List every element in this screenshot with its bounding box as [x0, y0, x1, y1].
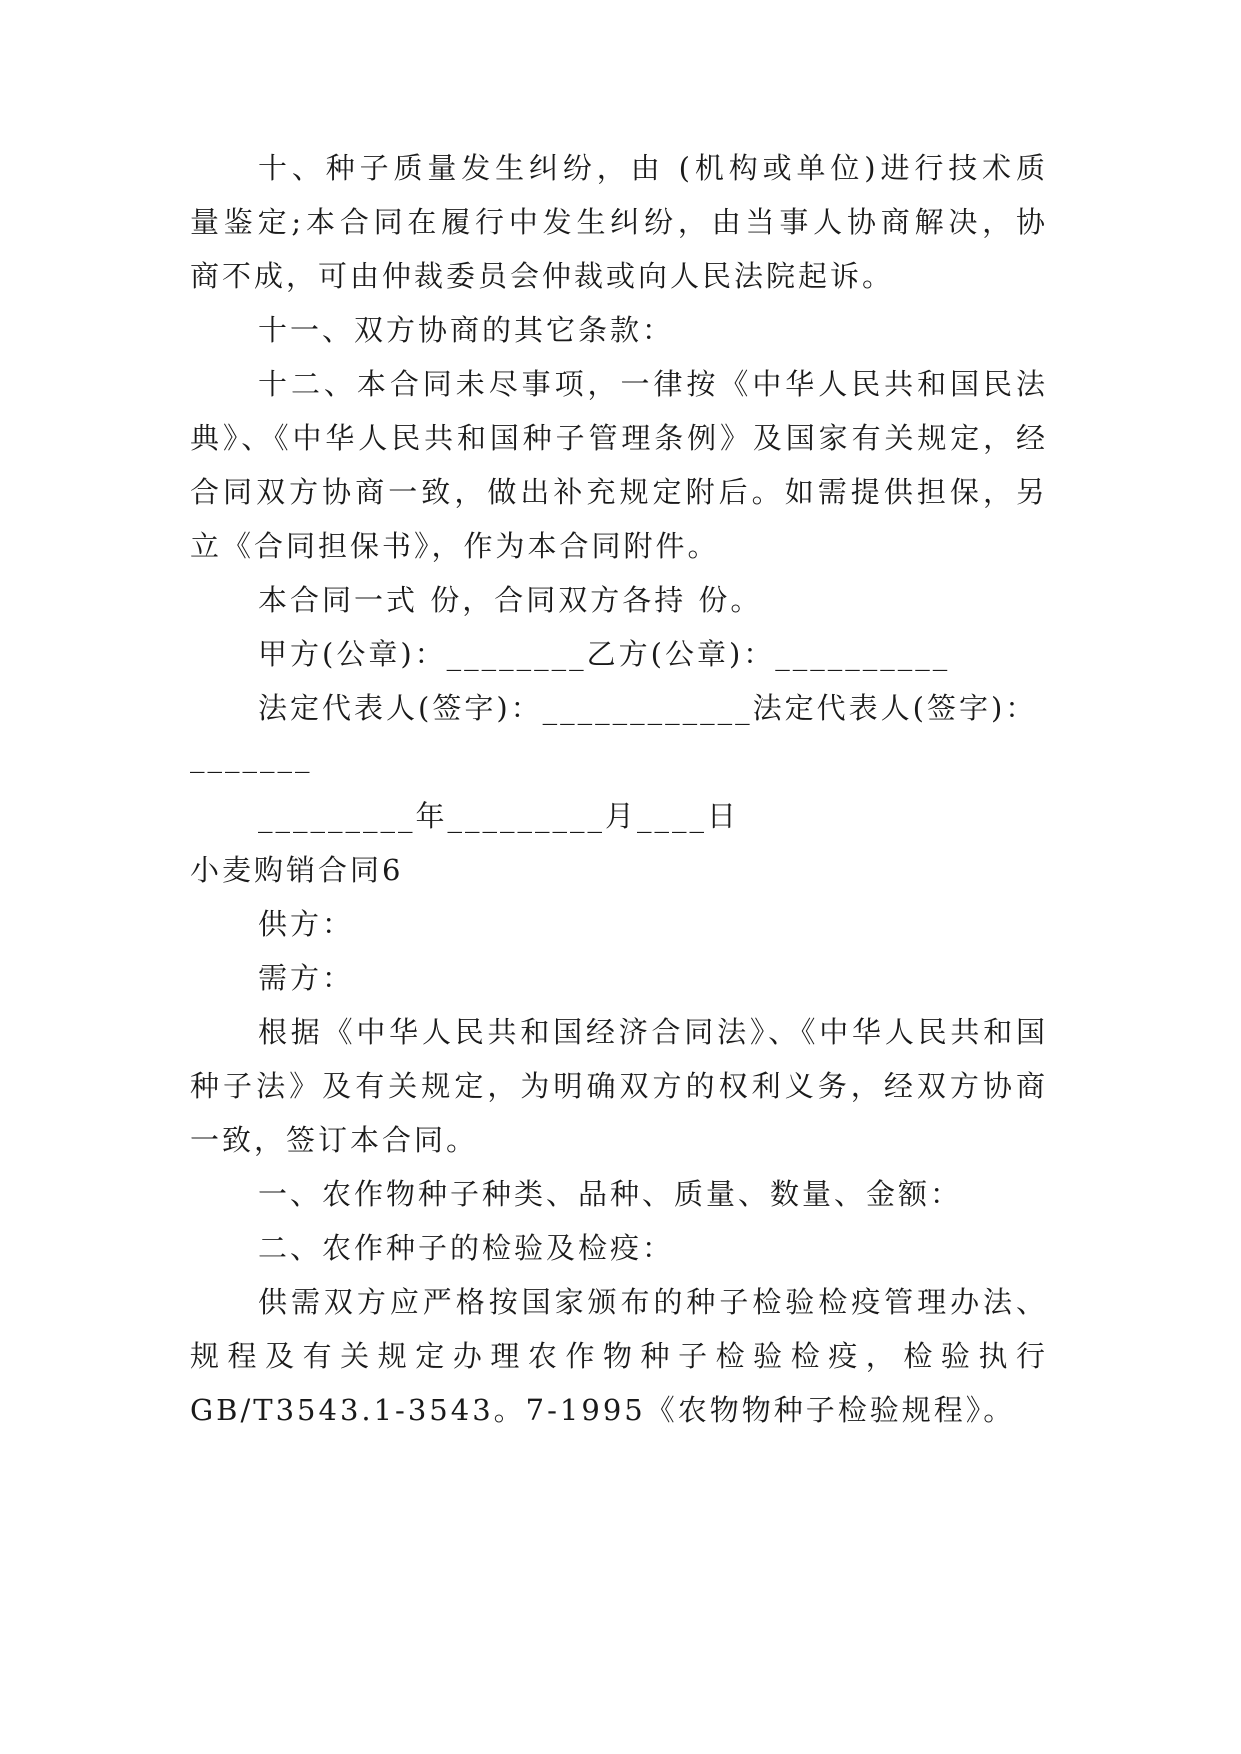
clause-10-line-2: 量鉴定;本合同在履行中发生纠纷，由当事人协商解决，协 [190, 205, 1048, 239]
representative-line: 法定代表人(签字)：____________法定代表人(签字)： [258, 691, 1038, 725]
basis-line-2: 种子法》及有关规定，为明确双方的权利义务，经双方协商 [190, 1069, 1048, 1103]
clause-11: 十一、双方协商的其它条款： [258, 313, 675, 347]
representative-blank: _______ [190, 739, 313, 773]
clause-12-line-2: 典》、《中华人民共和国种子管理条例》及国家有关规定，经 [190, 421, 1048, 455]
item-1: 一、农作物种子种类、品种、质量、数量、金额： [258, 1177, 963, 1211]
inspection-line-3: GB/T3543.1-3543。7-1995《农物物种子检验规程》。 [190, 1393, 1016, 1427]
buyer-line: 需方： [258, 961, 355, 995]
clause-12-line-1: 十二、本合同未尽事项，一律按《中华人民共和国民法 [258, 367, 1048, 401]
copies-line: 本合同一式 份，合同双方各持 份。 [258, 583, 763, 617]
clause-10-line-3: 商不成，可由仲裁委员会仲裁或向人民法院起诉。 [190, 259, 895, 293]
inspection-line-1: 供需双方应严格按国家颁布的种子检验检疫管理办法、 [258, 1285, 1048, 1319]
clause-10-line-1: 十、种子质量发生纠纷，由 (机构或单位)进行技术质 [258, 151, 1048, 185]
basis-line-1: 根据《中华人民共和国经济合同法》、《中华人民共和国 [258, 1015, 1048, 1049]
section-title: 小麦购销合同6 [190, 853, 404, 887]
clause-12-line-4: 立《合同担保书》，作为本合同附件。 [190, 529, 720, 563]
seal-line: 甲方(公章)：________乙方(公章)：__________ [258, 637, 951, 671]
clause-12-line-3: 合同双方协商一致，做出补充规定附后。如需提供担保，另 [190, 475, 1048, 509]
inspection-line-2: 规程及有关规定办理农作物种子检验检疫，检验执行 [190, 1339, 1048, 1373]
supplier-line: 供方： [258, 907, 355, 941]
item-2: 二、农作种子的检验及检疫： [258, 1231, 675, 1265]
date-line: _________年_________月____日 [258, 799, 740, 833]
basis-line-3: 一致，签订本合同。 [190, 1123, 479, 1157]
